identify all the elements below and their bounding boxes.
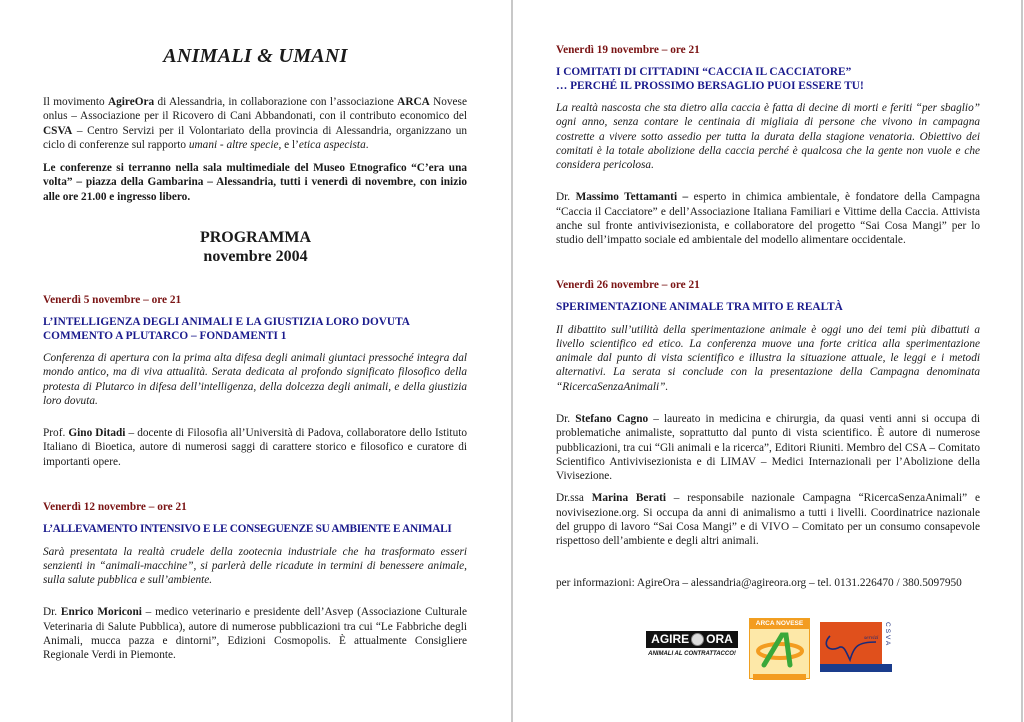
arca-novese-logo: ARCA NOVESE xyxy=(749,618,810,679)
event-date: Venerdì 19 novembre – ore 21 xyxy=(556,44,700,56)
csva-vertical-text: CSVA xyxy=(882,622,892,664)
agireora-logo: AGIRE ORA ANIMALI AL CONTRATTACCO! xyxy=(646,631,738,667)
event-4 xyxy=(556,278,980,549)
venue-paragraph: Le conferenze si terranno nella sala multimediale del Museo Etnografico “C’era una volta” – piazza della Gambarina – Alessandria, tutti i venerdì di novembre, con inizio alle ore 21.00 e ingresso libero. xyxy=(43,162,467,203)
csva-logo: servizi CSVA xyxy=(820,622,892,672)
event-date: Venerdì 26 novembre – ore 21 xyxy=(556,279,700,291)
speaker-bio: Dr. Stefano Cagno – laureato in medicina e chirurgia, da quasi venti anni si occupa di problematiche animaliste, soprattutto dal punto di vista scientifico. È autore di numerose pubblicazioni, tra cui “Gli animali e la ricerca”, Editori Riuniti. Membro del CSA – Comitato Scientifico Antivivisezionista e di LIMAV – Medici Internazionali per l’Abolizione della Vivisezione. xyxy=(556,412,980,483)
speaker-bio: Dr.ssa Marina Berati – responsabile nazionale Campagna “RicercaSenzaAnimali” e novivisezione.org. Si occupa da anni di animalismo a tutti i livelli. Coordinatrice nazionale del gruppo di lavoro “Sai Cosa Mangi” e di VIVO – Comitato per un consumo consapevole rispettoso dell’ambiente e degli altri animali. xyxy=(556,492,980,548)
csva-swoosh-icon xyxy=(820,622,882,664)
event-title: SPERIMENTAZIONE ANIMALE TRA MITO E REALTÀ xyxy=(556,301,843,313)
event-title: L’ALLEVAMENTO INTENSIVO E LE CONSEGUENZE SU AMBIENTE E ANIMALI xyxy=(43,523,452,535)
speaker-bio: Dr. Massimo Tettamanti – esperto in chimica ambientale, è fondatore della Campagna “Caccia il Cacciatore” e dell’Associazione Italiana Familiari e Vittime della Caccia. Attivista anche sul fronte antivivisezionista, e collaboratore del progetto “Sai Cosa Mangi” per lo studio dell’impatto sociale ed ambientale del modello alimentare occidentale. xyxy=(556,191,981,247)
speaker-bio: Prof. Gino Ditadi – docente di Filosofia all’Università di Padova, collaboratore dello Istituto Italiano di Bioetica, autore di numerosi saggi di carattere storico e filosofico e curatore di importanti opere. xyxy=(43,427,468,468)
csva-footer-bar xyxy=(820,664,892,672)
event-3 xyxy=(556,43,980,248)
event-date: Venerdì 5 novembre – ore 21 xyxy=(43,294,182,306)
programma-heading xyxy=(0,228,511,266)
intro-section xyxy=(43,95,467,204)
arca-a-icon xyxy=(750,629,809,669)
event-description: La realtà nascosta che sta dietro alla caccia è fatta di decine di morti e feriti “per sbaglio” ogni anno, senza contare le centinaia di migliaia di persone che vivono in campagna costrette a vivere sotto assedio per tutta la durata della stagione venatoria. Obiettivo dei comitati è la totale abolizione della caccia perché è qualcosa che la gente non vuole e che considera pericolosa. xyxy=(556,102,980,172)
event-description: Conferenza di apertura con la prima alta difesa degli animali giuntaci pressoché integra dal mondo antico, ma di viva attualità. Serata dedicata al profondo significato filosofico della protesta di Plutarco in difesa dell’intelligenza, della dolcezza degli animali, e della giustizia loro dovuta. xyxy=(43,352,467,407)
programma-title: PROGRAMMA xyxy=(199,229,312,246)
contact-info: per informazioni: AgireOra – alessandria@agireora.org – tel. 0131.226470 / 380.5097950 xyxy=(556,577,962,589)
event-title: I COMITATI DI CITTADINI “CACCIA IL CACCIATORE” … PERCHÉ IL PROSSIMO BERSAGLIO PUOI ESSERE TU! xyxy=(556,66,864,92)
intro-paragraph: Il movimento AgireOra di Alessandria, in collaborazione con l’associazione ARCA Novese onlus – Associazione per il Ricovero di Cani Abbandonati, con il contributo economico del CSVA – Centro Servizi per il Volontariato della provincia di Alessandria, organizzano un ciclo di conferenze sul rapporto umani - altre specie, e l’etica aspecista. xyxy=(43,96,467,151)
event-description: Il dibattito sull’utilità della sperimentazione animale è oggi uno dei temi più dibattuti a livello scientifico ed etico. La conferenza muove una forte critica alla sperimentazione animale dal punto di vista scientifico e illustra la situazione attuale, le leggi e i metodi alternativi. La serata si conclude con la presentazione della Campagna denominata “RicercaSenzaAnimali”. xyxy=(556,323,980,393)
speaker-bio: Dr. Enrico Moriconi – medico veterinario e presidente dell’Asvep (Associazione Culturale Veterinaria di Salute Pubblica), autore di numerose pubblicazioni tra cui “Le Fabbriche degli Animali, mucca pazza e dintorni”, Edizioni Cosmopolis. È attualmente Consigliere Regionale Verdi in Piemonte. xyxy=(43,606,467,662)
event-date: Venerdì 12 novembre – ore 21 xyxy=(43,501,187,513)
document-title: ANIMALI & UMANI xyxy=(163,45,348,67)
event-2 xyxy=(43,500,467,663)
event-description: Sarà presentata la realtà crudele della zootecnia industriale che ha trasformato esseri senzienti in “animali-macchine”, si parlerà delle ricadute in termini di benessere animale, sulla salute pubblica e sull’ambiente. xyxy=(43,545,467,587)
right-page xyxy=(513,0,1023,722)
programma-month: novembre 2004 xyxy=(203,248,308,265)
event-1 xyxy=(43,293,467,469)
event-title: L’INTELLIGENZA DEGLI ANIMALI E LA GIUSTIZIA LORO DOVUTA COMMENTO A PLUTARCO – FONDAMENTI 1 xyxy=(43,316,410,342)
globe-icon xyxy=(691,633,704,646)
arca-subtitle-bar xyxy=(753,674,806,680)
